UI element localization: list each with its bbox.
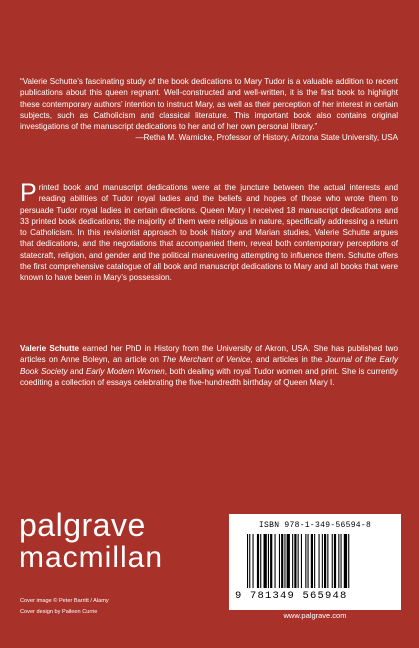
bio-text: , both dealing with royal Tudor women and print. She is currently coediting a collection of essays celebrating the five-hundredth birthday of Queen Mary I. [20,366,398,387]
image-credit: Cover image © Peter Barritt / Alamy [20,598,109,604]
barcode-box [229,514,401,610]
bio-title-italic: Journal of the Early Book Society [20,355,398,376]
bio-title-italic: The Merchant of Venice [162,355,251,365]
bio-text: earned her PhD in History from the University of Akron, USA. She has published two articles on Anne Boleyn, an article on [20,344,399,365]
description-text: rinted book and manuscript dedications were at the juncture between the actual interests and reading abilities of Tudor royal ladies and the beliefs and hopes of those who wrote them to persuade Tudor royal ladies in certain directions. Queen Mary I received 18 manuscript dedications and 33 printed book dedications; the majority of them were religious in nature, specifically addressing a return to Catholicism. In this revisionist approach to book history and Marian studies, Valerie Schutte argues that dedications, and the negotiations that accompanied them, reveal both contemporary perceptions of statecraft, religion, and gender and the political maneuvering attempting to influence them. Schutte offers the first comprehensive catalogue of all book and manuscript dedications to Mary and all books that were known to have been in Mary’s possession. [20,183,398,283]
isbn-label: ISBN 978-1-349-56594-8 [258,521,372,530]
publisher-logo-line2: macmillan [19,541,164,574]
endorsement [20,76,398,144]
publisher-url: www.palgrave.com [283,611,347,620]
book-description [20,179,398,284]
author-bio [20,343,398,388]
bio-title-italic: Early Modern Women [86,366,165,376]
drop-cap: P [20,179,37,207]
barcode-digits: 9 781349 565948 [235,590,348,602]
publisher-logo-line1: palgrave [19,507,146,543]
bio-text: , and articles in the [250,355,326,365]
author-name: Valerie Schutte [20,344,80,353]
publisher-logo [19,509,163,573]
design-credit: Cover design by Paileen Currie [20,609,98,615]
cover-credits [20,596,109,618]
endorsement-attribution: —Retha M. Warnicke, Professor of History, Arizona State University, USA [135,133,398,143]
barcode-icon [247,534,387,588]
endorsement-quote: “Valerie Schutte’s fascinating study of the book dedications to Mary Tudor is a valuable addition to recent publications about this queen regnant. Well-constructed and well-written, it is the first book to highlight these contemporary authors’ intention to instruct Mary, as well as their perception of her interest in certain subjects, such as Catholicism and classical literature. This important book also contains original investigations of the manuscript dedications to her and of her own personal library.” [20,77,398,132]
bio-text: and [67,366,87,376]
